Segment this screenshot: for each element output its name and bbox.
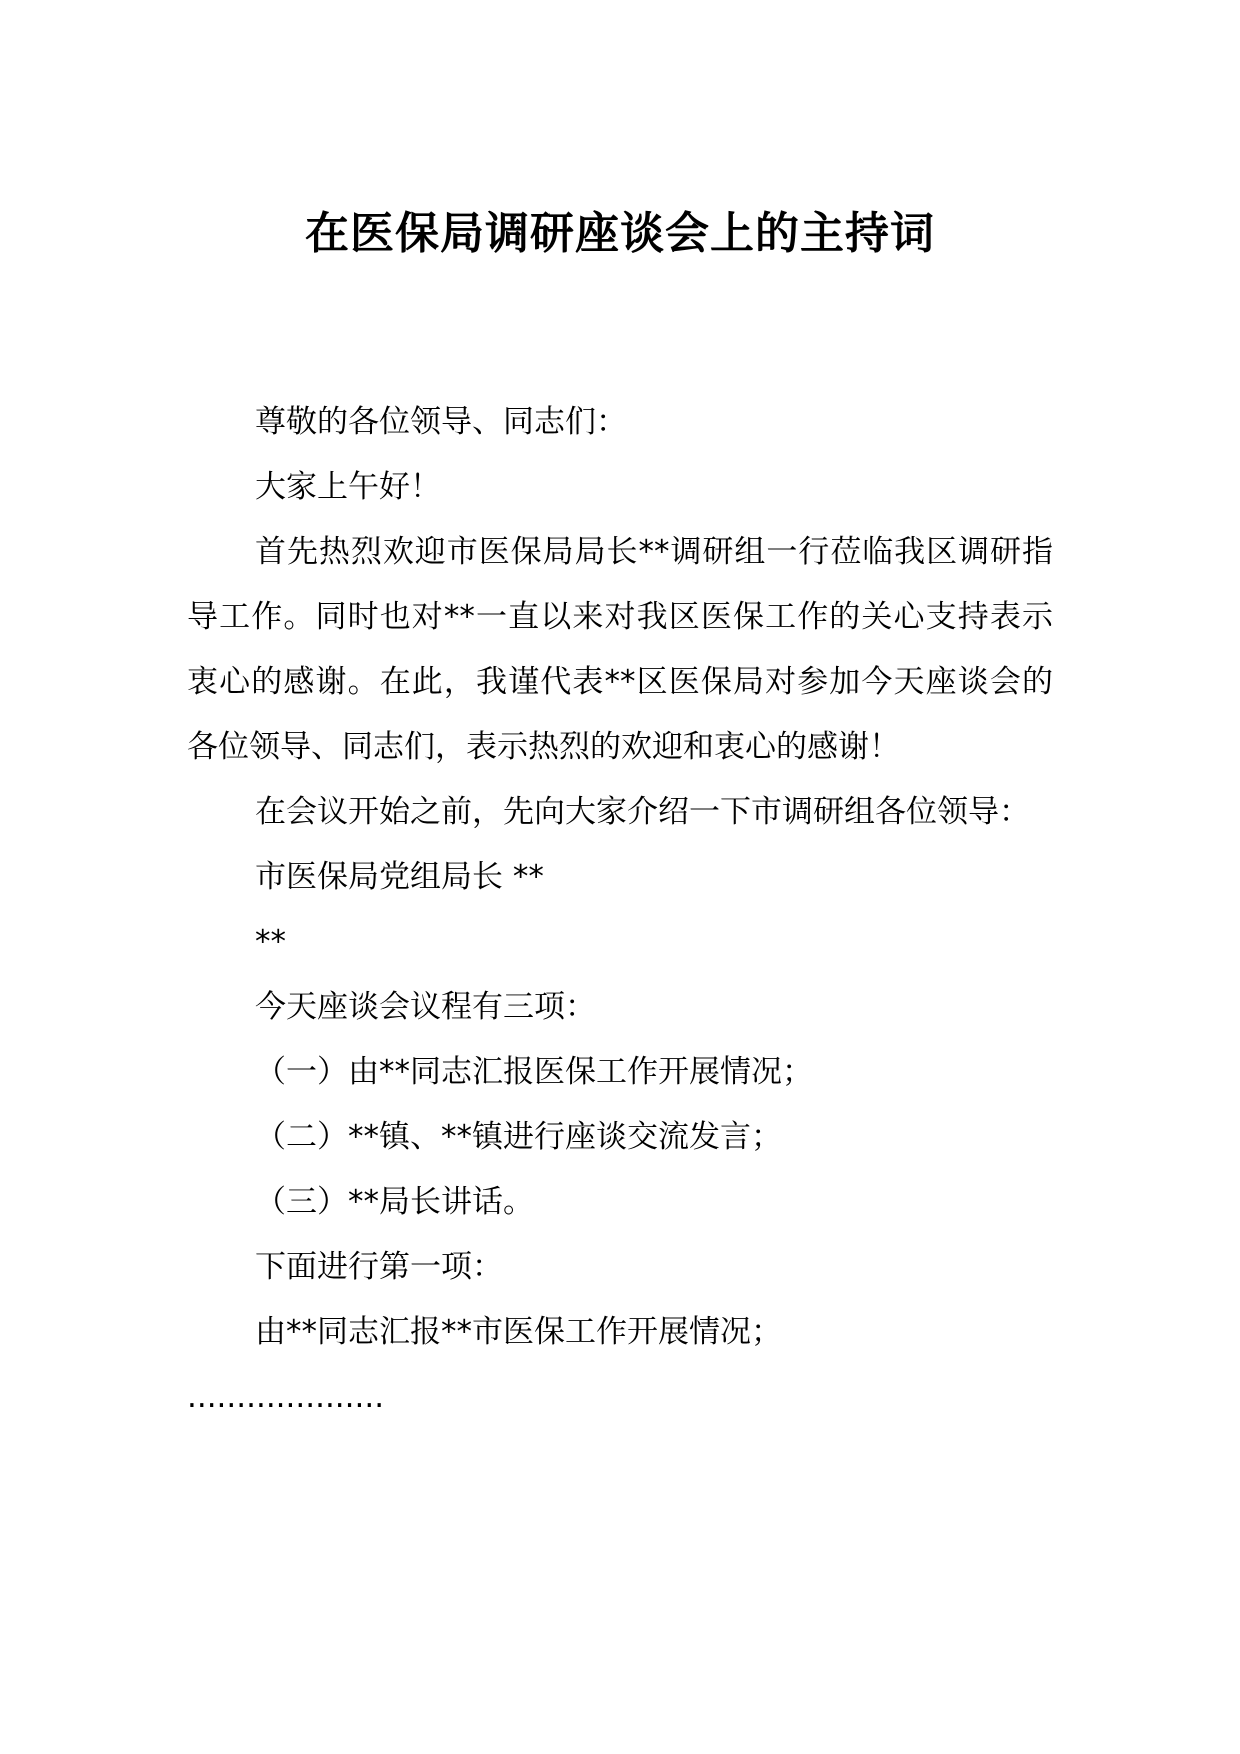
paragraph-introduction: 在会议开始之前，先向大家介绍一下市调研组各位领导： — [255, 794, 1030, 830]
paragraph-ellipsis: .................... — [187, 1379, 385, 1415]
paragraph-agenda-item-1: （一）由**同志汇报医保工作开展情况； — [255, 1054, 813, 1090]
paragraph-first-item: 下面进行第一项： — [255, 1249, 503, 1285]
paragraph-greeting: 尊敬的各位领导、同志们： — [255, 404, 627, 440]
paragraph-welcome: 首先热烈欢迎市医保局局长**调研组一行莅临我区调研指导工作。同时也对**一直以来对我区医保工作的关心支持表示衷心的感谢。在此，我谨代表**区医保局对参加今天座谈会的各位领导、同志们，表示热烈的欢迎和衷心的感谢！ — [187, 534, 1053, 765]
document-title: 在医保局调研座谈会上的主持词 — [305, 208, 935, 259]
document-body — [187, 390, 1053, 1430]
paragraph-leader-1: 市医保局党组局长 ** — [255, 859, 544, 895]
paragraph-agenda-item-3: （三）**局长讲话。 — [255, 1184, 534, 1220]
paragraph-leader-2: ** — [255, 924, 286, 960]
paragraph-agenda-item-2: （二）**镇、**镇进行座谈交流发言； — [255, 1119, 782, 1155]
paragraph-agenda-intro: 今天座谈会议程有三项： — [255, 989, 596, 1025]
paragraph-first-item-detail: 由**同志汇报**市医保工作开展情况； — [255, 1314, 782, 1350]
paragraph-good-morning: 大家上午好！ — [255, 469, 441, 505]
